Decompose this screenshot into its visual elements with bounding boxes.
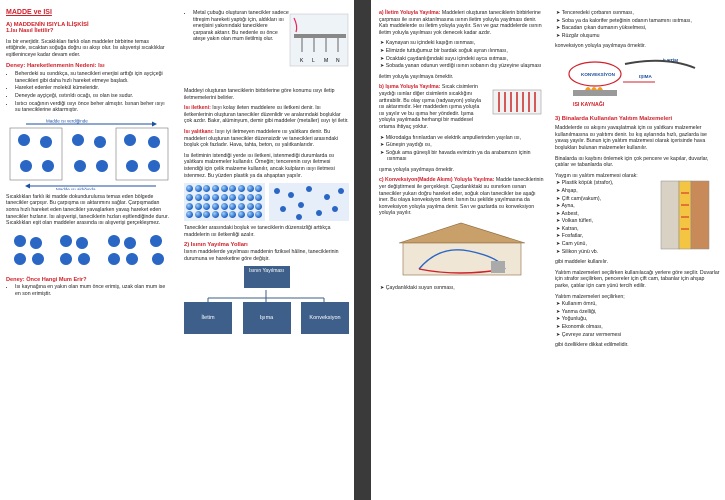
wall-insulation-illustration xyxy=(659,177,717,255)
tree-root-node: Isının Yayılması xyxy=(244,266,290,288)
list-item: ➤ Çevreye zarar vermemesi xyxy=(563,332,720,339)
page-title: MADDE ve ISI xyxy=(6,9,52,16)
list-item: ➤ Mikrodalga fırınlardan ve elektrik ampullerinden yayılan ısı, xyxy=(387,135,544,142)
iletken-keyword: Isı iletkeni: xyxy=(184,105,211,112)
disordered-particles xyxy=(269,183,349,221)
house-convection-illustration xyxy=(379,221,544,279)
list-item: ➤ Plastik köpük (strafor), xyxy=(563,180,659,187)
list-item: ➤ Çift cam(vakum), xyxy=(563,196,659,203)
list-item: ➤ Kaynayan su içindeki kaşığın ısınması, xyxy=(387,40,544,47)
yalitim-paragraph: Maddelerde ısı akışını yavaşlatmak için ısı yalıtkanı malzemeler kullanılmasına ısı yalıtımı denir. Isı kış aylarında hızlı, gazlarda ise yavaş yayılır. Bunun için yalıtım malzemesi olarak içerisinde hava boşlukları bulunan malzemeler kullanılır. xyxy=(555,125,707,151)
fig-label-right: Madde ısı aldığında xyxy=(56,186,96,190)
right-column-1 xyxy=(379,10,544,295)
deney-2-heading: Deney: Önce Hangi Mum Erir? xyxy=(6,276,87,283)
list-item: ➤ Ocaktaki çaydanlığındaki suyu içindeki ayca ısıtması, xyxy=(387,56,544,63)
rod-letter-l: L xyxy=(312,58,315,64)
list-item: ➤ Katran, xyxy=(563,226,659,233)
rod-letter-n: N xyxy=(336,58,340,64)
secim-intro: Yalıtım malzemeleri seçilirken; xyxy=(555,293,625,300)
diagram-label-heat-source: ISI KAYNAĞI xyxy=(573,101,605,108)
malzeme-end: gibi maddeler kullanılır. xyxy=(555,259,609,266)
list-item: • Metal çubuğu oluşturan tanecikler sadece titreşim hareketi yaptığı için, aldıkları ısı enerjisini yakınındaki taneciklere çarparak aktarır. Bu nedenle ısı önce ateşe yakın olan mum iletilmiş olur. xyxy=(193,10,289,43)
iletim-heading: a) İletim Yoluyla Yayılma: xyxy=(379,10,441,16)
isima-heading: b) Işıma Yoluyla Yayılma: xyxy=(379,84,441,91)
list-item: • Hareket edenler molekül kümeleridir. xyxy=(15,85,171,92)
konveksiyon-section xyxy=(379,177,544,217)
isima-section xyxy=(379,84,544,130)
konveksiyon-example-note: konveksiyon yoluyla yayılmaya örnektir. xyxy=(555,43,646,50)
list-item: ➤ Asbest, xyxy=(563,211,659,218)
list-item: ➤ Rüzgâr oluşumu xyxy=(563,33,720,40)
list-item: • Isıtıcı ocağının verdiği ısıyı önce beher almıştır. Isınan beher ısıyı su taneciklerine aktarmıştır. xyxy=(15,101,171,114)
tree-node-konveksiyon: Konveksiyon xyxy=(301,302,349,334)
beaker-right xyxy=(116,128,168,180)
list-item: ➤ Soba ya da kalorifer peteğinin odanın tamamını ısıtması, xyxy=(563,18,720,25)
tree-children xyxy=(184,302,349,334)
yalitkan-keyword: Isı yalıtkanı: xyxy=(184,128,214,135)
right-column-2 xyxy=(555,10,720,353)
metal-rod-bullet xyxy=(184,10,289,43)
bosluk-paragraph: Tanecikler arasındaki boşluk ve taneciklerin düzensizliği arttıkça maddelerin ısı iletkenliği azalır. xyxy=(184,225,331,238)
radiator-icon xyxy=(489,84,545,118)
malzeme-intro: Yaygın ısı yalıtım malzemesi olarak: xyxy=(555,172,638,179)
list-item: ➤ Ayna, xyxy=(563,203,659,210)
sub-heading-2: 2) Isının Yayılma Yolları xyxy=(184,242,248,249)
list-item: ➤ Elimizde tuttuğumuz bir bardak soğuk ayran ılınması, xyxy=(387,48,544,55)
list-item: • Isı kaynağına en yakın olan mum önce erimiş, uzak olan mum ise en son erimiştir. xyxy=(15,284,171,297)
list-item: ➤ Güneşin yaydığı ısı, xyxy=(387,142,544,149)
yalitkan-text: Isıyı iyi iletmeyen maddelere ısı yalıtkanı denir. Bu maddeleri oluşturan tanecikler düzensizdir ve tanecikleri arasındaki boşluk çok fazladır. Hava, tahta, beton, ısı yalıtkanlarıdır. xyxy=(184,128,338,149)
tree-node-isima: Işıma xyxy=(243,302,291,334)
list-item: ➤ Ahşap, xyxy=(563,188,659,195)
heat-transfer-modes-diagram xyxy=(555,54,720,110)
list-item: ➤ Bacadan çıkan dumanın yükselmesi, xyxy=(563,25,720,32)
list-item: ➤ Ekonomik olması, xyxy=(563,324,720,331)
binalar-paragraph: Binalarda ısı kaybını önlemek için çok pencere ve kapılar, duvarlar, çatılar ve tabanlarda olur. xyxy=(555,155,709,169)
ordered-particles xyxy=(184,183,265,221)
konveksiyon-examples xyxy=(379,285,544,292)
beaker-left xyxy=(10,128,62,180)
iletim-paragraph: Isı iletiminin istendiği yerde ısı iletkeni, istenmediği durumlarda ısı yalıtkanı malzemeler kullanılır. Örneğin; tencerenin ısıyı iletmesi istendiği için çelik malzeme kullanılır, ancak kulpların ısıyı iletmesi istenmez. Bu yüzden plastik ya da ahşaptan yapılır. xyxy=(184,152,335,179)
diagram-label-iletim: İLETİM xyxy=(663,57,679,63)
deney-heading: Deney: Hareketlenmenin Nedeni: Isı xyxy=(6,62,105,69)
metal-rod-diagram xyxy=(288,12,350,70)
iletim-examples xyxy=(379,40,544,69)
diagram-label-isima: IŞIMA xyxy=(639,73,652,79)
iletim-text: Maddeleri oluşturan taneciklerin birbirlerine çarpması ile ısının aktarılmasına ısının iletim yoluyla yayılması denir. Katı maddelerde ısı iletim yoluyla yayılır. Sıvı ve gaz maddelerde ısının iletim yoluyla yayılması yok denecek kadar azdır. xyxy=(379,10,542,36)
tree-node-iletim: İletim xyxy=(184,302,232,334)
list-item: • Beherdeki su ısındıkça, su tanecikleri enerjisi arttığı için ayçiçeği tanecikleri gibi daha hızlı hareket etmeye başladı. xyxy=(15,71,171,84)
left-column-1 xyxy=(6,10,171,301)
section-a-heading: A) MADDENİN ISIYLA İLİŞKİSİ xyxy=(6,21,89,28)
list-item: ➤ Tenceredeki çorbanın ısınması, xyxy=(563,10,720,17)
konum-paragraph: Maddeyi oluşturan taneciklerin birbirlerine göre konumu ısıyı iletip iletmemelerini belirler. xyxy=(184,88,335,101)
isima-examples xyxy=(379,135,544,163)
secim-paragraph: Yalıtım malzemeleri seçilirken kullanılacağı yerlere göre seçilir. Duvarlar için strafor seçilirken, pencereler için çift cam, tabanlar için ahşap parke, çatılar için cam yünü tercih edilir. xyxy=(555,269,720,290)
yalitim-heading: 3) Binalarda Kullanılan Yalıtım Malzemeleri xyxy=(555,115,673,122)
deney-bullets xyxy=(6,71,171,114)
heat-transfer-diagram xyxy=(6,118,171,190)
left-column-2 xyxy=(184,10,349,336)
particle-arrangement-figure xyxy=(184,183,349,221)
metal-rod-block xyxy=(184,10,349,88)
list-item: ➤ Soğuk ama güneşli bir havada evimizin ya da arabamızın içinin ısınması xyxy=(387,150,544,163)
rod-letter-k: K xyxy=(300,58,304,64)
iletken-paragraph xyxy=(184,105,349,125)
list-item: ➤ Yoğunluğu, xyxy=(563,316,720,323)
konveksiyon-examples-continued xyxy=(555,10,720,39)
yalitkan-paragraph xyxy=(184,129,349,149)
rod-letter-m: M xyxy=(324,58,329,64)
intro-paragraph: Isı bir enerjidir. Sıcaklıkları farklı olan maddeler birbirine temas ettiğinde, sıcaktan soğuğa doğru ısı akışı olur. Isı alışverişi sıcaklıklar eşitleninceye kadar devam eder. xyxy=(6,38,165,58)
left-page xyxy=(0,0,354,500)
yayilma-paragraph: Isının maddelerde yayılması maddenin fiziksel hâline, taneciklerinin durumuna ve hareketine göre değişir. xyxy=(184,248,339,262)
list-item: ➤ Sobada yanan odunun verdiği ısının sobanın dış yüzeyine ulaşması xyxy=(387,63,544,70)
isima-text: Sıcak cisimlerin yaydığı ısınlar diğer cisimlerin sıcaklığını arttırabilir. Bu olay ışıma (radyasyon) yoluyla ısı aktarımıdır. Her maddeden ışıma yoluyla ısı yayılır ve bu ışıma her yöndedir. Işıma yoluyla yayılmada herhangi bir maddesel ortama ihtiyaç yoktur. xyxy=(379,84,482,130)
list-item: ➤ Volkan tüfleri, xyxy=(563,218,659,225)
heat-spread-tree xyxy=(184,266,349,336)
kriter-list xyxy=(555,301,720,338)
iletim-section xyxy=(379,10,544,36)
metal-rod xyxy=(294,34,346,38)
iletim-example-note: iletim yoluyla yayılmaya örnektir. xyxy=(379,73,454,80)
isima-example-note: ışıma yoluyla yayılmaya örnektir. xyxy=(379,166,454,173)
konveksiyon-text: Madde taneciklerinin yer değiştirmesi ile gerçekleşir. Çaydanlıktaki su ısınırken ısınan tanecikler yukarı doğru hareket eder, soğuk olan tanecikler ise aşağı iner. Bu olaya konveksiyon denir. Isının bu şekilde yayılmasına da konveksiyon yoluyla yayılma denir. Sıvı ve gazlarda ısı konveksiyon yoluyla yayılır. xyxy=(379,177,544,217)
malzeme-block xyxy=(555,173,720,256)
konveksiyon-heading: c) Konveksiyon(Madde Akımı) Yoluyla Yayılma: xyxy=(379,177,495,184)
molecules-middle xyxy=(72,134,108,172)
list-item: ➤ Çaydanlıktaki suyun ısınması, xyxy=(387,285,544,292)
molecule-collision-diagram xyxy=(6,231,171,269)
deney-2-bullets xyxy=(6,284,171,297)
diagram-label-konveksiyon: KONVEKSİYON xyxy=(581,71,615,77)
right-page xyxy=(371,0,725,500)
list-item: ➤ Kullanım ömrü, xyxy=(563,301,720,308)
molecule-collision-figure xyxy=(6,231,171,269)
list-item: ➤ Silikon yünü vb. xyxy=(563,249,659,256)
list-item: ➤ Fosfatlar, xyxy=(563,233,659,240)
list-item: ➤ Cam yünü, xyxy=(563,241,659,248)
malzeme-list xyxy=(555,180,659,255)
sub-heading-1: 1.Isı Nasıl İletilir? xyxy=(6,28,54,35)
fig-label-left: Madde ısı verdiğinde xyxy=(46,118,88,124)
isima-paragraph xyxy=(379,84,485,130)
kriter-end: gibi özelliklere dikkat edilmelidir. xyxy=(555,342,629,349)
iletken-text: Isıyı kolay ileten maddelere ısı iletkeni denir. Isı iletkenlerinin oluşturan tanecikler düzenlidir ve aralarındaki boşluklar çok azdır. Bakır, alüminyum, demir gibi maddeler (metaller) ısıyı iyi iletir. xyxy=(184,105,349,125)
heat-transfer-figure xyxy=(6,118,171,190)
collision-paragraph: Sıcaklıkları farklı iki madde dokundurulursa temas eden bölgede tanecikler çarpışır. Bu çarpışma ısı aktarımını sağlar. Çarpışmadan sonra hızlı hareket eden tanecikler yavaşlarken yavaş hareket eden tanecikler hızlanır. Isı alışverişi, taneciklerin hızları eşitlendiğinde durur. Sıcaklıkları eşit olan maddeler arasında ısı alışverişi gerçekleşmez. xyxy=(6,193,169,227)
list-item: • Deneyde ayçiçeği, ısıtırıldı ocağı, ısı olan ise sudur. xyxy=(15,93,171,100)
list-item: ➤ Yanma özelliği, xyxy=(563,309,720,316)
